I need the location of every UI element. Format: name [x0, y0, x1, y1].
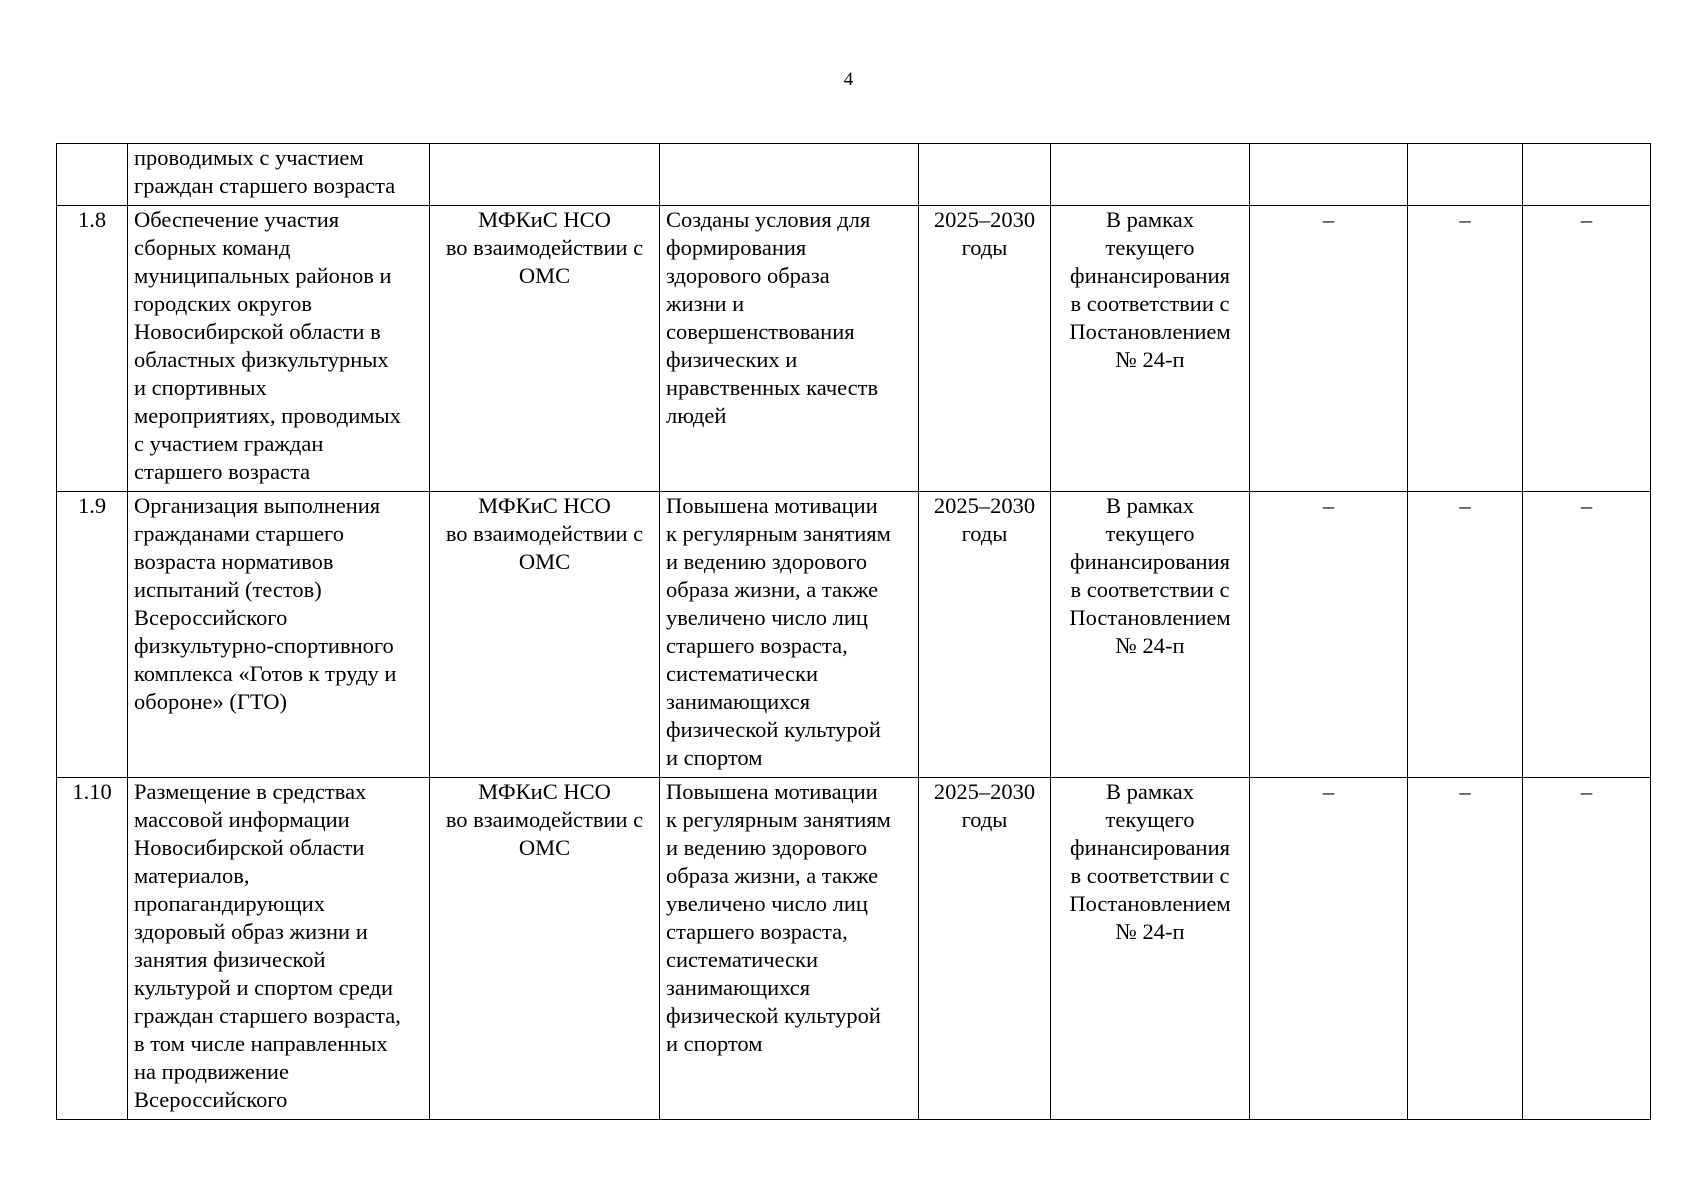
cell-executor [430, 206, 660, 492]
cell-line: занятия физической [134, 947, 326, 972]
cell-line: МФКиС НСО [478, 779, 611, 804]
cell-line: Созданы условия для [666, 207, 871, 232]
cell-line: физических и [666, 347, 798, 372]
cell-line: В рамках [1106, 493, 1194, 518]
cell-line: граждан старшего возраста [134, 173, 396, 198]
cell-line: обороне» (ГТО) [134, 689, 288, 714]
cell-line: гражданами старшего [134, 521, 344, 546]
cell-line: текущего [1105, 521, 1195, 546]
cell-line: материалов, [134, 863, 250, 888]
cell-line: финансирования [1070, 263, 1230, 288]
cell-financing [1051, 144, 1250, 206]
cell-line: Размещение в средствах [134, 779, 367, 804]
cell-line: № 24-п [1115, 919, 1185, 944]
cell-line: людей [666, 403, 727, 428]
cell-executor [430, 778, 660, 1120]
cell-line: МФКиС НСО [478, 207, 611, 232]
cell-line: к регулярным занятиям [666, 807, 891, 832]
cell-line: и спортивных [134, 375, 267, 400]
cell-col9: – [1523, 778, 1651, 1120]
cell-line: сборных команд [134, 235, 291, 260]
cell-line: Новосибирской области в [134, 319, 381, 344]
cell-period [919, 778, 1051, 1120]
cell-number: 1.9 [57, 492, 128, 778]
cell-line: возраста нормативов [134, 549, 334, 574]
cell-measure-name [128, 206, 430, 492]
cell-expected-result [660, 206, 919, 492]
cell-line: 2025–2030 [933, 779, 1036, 804]
cell-financing [1051, 206, 1250, 492]
cell-line: годы [961, 235, 1008, 260]
cell-line: систематически [666, 661, 819, 686]
cell-expected-result [660, 492, 919, 778]
cell-line: на продвижение [134, 1059, 289, 1084]
cell-line: во взаимодействии с [445, 807, 644, 832]
cell-line: Повышена мотивации [666, 779, 878, 804]
cell-line: систематически [666, 947, 819, 972]
cell-line: городских округов [134, 291, 312, 316]
cell-line: во взаимодействии с [445, 235, 644, 260]
cell-col7: – [1250, 492, 1408, 778]
cell-number [57, 144, 128, 206]
cell-expected-result [660, 144, 919, 206]
cell-col8 [1408, 144, 1523, 206]
cell-col8: – [1408, 206, 1523, 492]
cell-line: физкультурно-спортивного [134, 633, 394, 658]
cell-col8: – [1408, 492, 1523, 778]
cell-line: Всероссийского [134, 605, 288, 630]
measures-table [56, 143, 1651, 1120]
cell-col9 [1523, 144, 1651, 206]
cell-line: № 24-п [1115, 633, 1185, 658]
cell-line: муниципальных районов и [134, 263, 392, 288]
cell-measure-name [128, 492, 430, 778]
cell-line: финансирования [1070, 549, 1230, 574]
cell-period [919, 144, 1051, 206]
cell-line: увеличено число лиц [666, 605, 868, 630]
cell-line: граждан старшего возраста, [134, 1003, 401, 1028]
cell-col7 [1250, 144, 1408, 206]
cell-line: увеличено число лиц [666, 891, 868, 916]
cell-line: к регулярным занятиям [666, 521, 891, 546]
cell-line: текущего [1105, 235, 1195, 260]
page-number: 4 [843, 69, 854, 90]
cell-line: № 24-п [1115, 347, 1185, 372]
cell-line: здоровый образ жизни и [134, 919, 368, 944]
cell-line: массовой информации [134, 807, 350, 832]
cell-line: физической культурой [666, 1003, 881, 1028]
cell-line: испытаний (тестов) [134, 577, 322, 602]
table-row-continuation [57, 144, 1651, 206]
cell-measure-name [128, 144, 430, 206]
cell-line: Постановлением [1069, 605, 1231, 630]
cell-col7: – [1250, 778, 1408, 1120]
cell-col9: – [1523, 492, 1651, 778]
cell-line: Обеспечение участия [134, 207, 340, 232]
cell-line: в соответствии с [1070, 863, 1230, 888]
cell-col7: – [1250, 206, 1408, 492]
cell-line: старшего возраста, [666, 919, 848, 944]
cell-measure-name [128, 778, 430, 1120]
cell-line: годы [961, 807, 1008, 832]
cell-line: жизни и [666, 291, 745, 316]
cell-number: 1.8 [57, 206, 128, 492]
cell-line: годы [961, 521, 1008, 546]
cell-line: совершенствования [666, 319, 855, 344]
cell-line: в том числе направленных [134, 1031, 388, 1056]
cell-line: культурой и спортом среди [134, 975, 393, 1000]
cell-line: нравственных качеств [666, 375, 879, 400]
cell-line: и спортом [666, 745, 763, 770]
cell-line: В рамках [1106, 207, 1194, 232]
cell-expected-result [660, 778, 919, 1120]
cell-executor [430, 492, 660, 778]
cell-line: Повышена мотивации [666, 493, 878, 518]
table-row [57, 778, 1651, 1120]
table-row [57, 492, 1651, 778]
cell-line: с участием граждан [134, 431, 324, 456]
cell-line: 2025–2030 [933, 493, 1036, 518]
cell-line: текущего [1105, 807, 1195, 832]
table-row [57, 206, 1651, 492]
cell-line: занимающихся [666, 689, 811, 714]
cell-col9: – [1523, 206, 1651, 492]
cell-col8: – [1408, 778, 1523, 1120]
cell-period [919, 492, 1051, 778]
cell-line: областных физкультурных [134, 347, 389, 372]
cell-line: Постановлением [1069, 891, 1231, 916]
cell-line: во взаимодействии с [445, 521, 644, 546]
cell-line: МФКиС НСО [478, 493, 611, 518]
cell-line: и спортом [666, 1031, 763, 1056]
cell-line: Организация выполнения [134, 493, 381, 518]
cell-line: и ведению здорового [666, 835, 868, 860]
cell-line: Всероссийского [134, 1087, 288, 1112]
cell-line: комплекса «Готов к труду и [134, 661, 397, 686]
cell-line: старшего возраста [134, 459, 311, 484]
cell-line: образа жизни, а также [666, 863, 879, 888]
cell-line: Новосибирской области [134, 835, 365, 860]
cell-financing [1051, 778, 1250, 1120]
cell-line: старшего возраста, [666, 633, 848, 658]
cell-line: ОМС [518, 263, 571, 288]
cell-line: проводимых с участием [134, 145, 364, 170]
cell-number: 1.10 [57, 778, 128, 1120]
cell-line: 2025–2030 [933, 207, 1036, 232]
cell-line: ОМС [518, 549, 571, 574]
cell-line: в соответствии с [1070, 577, 1230, 602]
cell-line: занимающихся [666, 975, 811, 1000]
cell-line: пропагандирующих [134, 891, 325, 916]
cell-line: физической культурой [666, 717, 881, 742]
cell-financing [1051, 492, 1250, 778]
cell-line: в соответствии с [1070, 291, 1230, 316]
cell-line: финансирования [1070, 835, 1230, 860]
cell-executor [430, 144, 660, 206]
table-body [57, 144, 1651, 1120]
cell-line: здорового образа [666, 263, 830, 288]
cell-line: формирования [666, 235, 807, 260]
cell-line: ОМС [518, 835, 571, 860]
cell-line: Постановлением [1069, 319, 1231, 344]
cell-line: и ведению здорового [666, 549, 868, 574]
cell-period [919, 206, 1051, 492]
cell-line: В рамках [1106, 779, 1194, 804]
cell-line: мероприятиях, проводимых [134, 403, 401, 428]
cell-line: образа жизни, а также [666, 577, 879, 602]
